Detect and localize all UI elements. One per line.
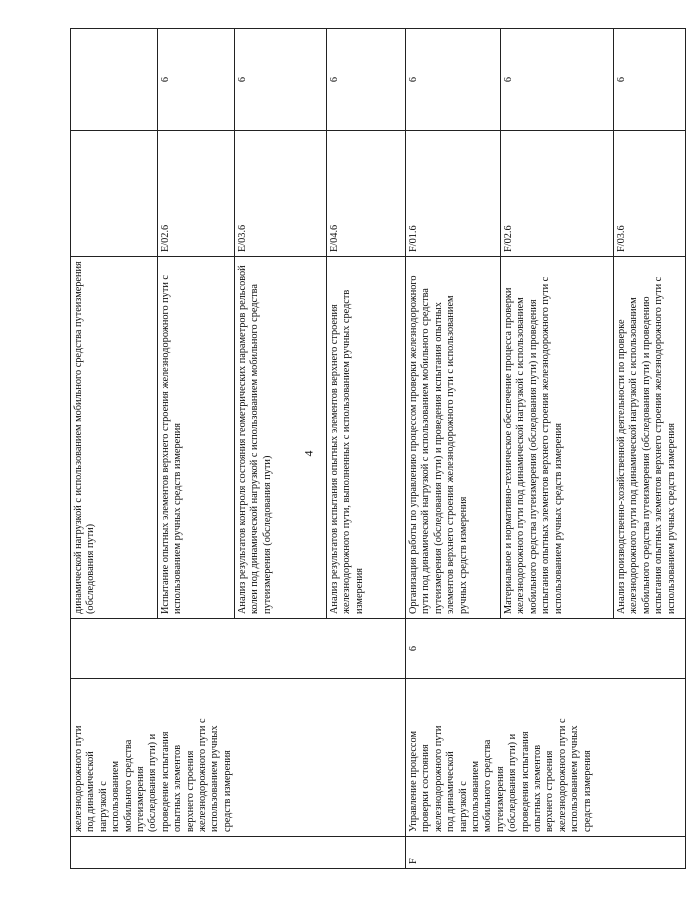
labor-function-code-cell: E/03.6	[235, 131, 327, 257]
labor-function-level-cell: 6	[501, 29, 614, 131]
labor-function-level-cell	[71, 29, 158, 131]
labor-function-code-cell: F/01.6	[406, 131, 501, 257]
labor-function-cell: Анализ результатов контроля состояния геометрических параметров рельсовой колеи под динамической нагрузкой с использованием мобильного средства путеизмерения (обследования пути)	[235, 257, 327, 619]
labor-function-code-cell: E/04.6	[327, 131, 406, 257]
function-code-cell: F	[406, 837, 686, 869]
labor-function-level-cell: 6	[327, 29, 406, 131]
page-number: 4	[301, 450, 316, 457]
labor-function-cell: Организация работы по управлению процессом проверки железнодорожного пути под динамической нагрузкой с использованием мобильного средства путеизмерения (обследования пути) и проведения испытания опытных элементов верхнего строения железнодорожного пути с использованием ручных средств измерения	[406, 257, 501, 619]
labor-function-level-cell: 6	[158, 29, 235, 131]
labor-function-code-cell: F/03.6	[614, 131, 686, 257]
labor-function-level-cell: 6	[406, 29, 501, 131]
function-code-cell	[71, 837, 406, 869]
labor-function-cell: динамической нагрузкой с использованием мобильного средства путеизмерения (обследования пути)	[71, 257, 158, 619]
labor-function-code-cell: E/02.6	[158, 131, 235, 257]
qualification-level-cell: 6	[406, 619, 686, 679]
function-name-cell: Управление процессом проверки состояния железнодорожного пути под динамической нагрузкой с использованием мобильного средства путеизмерения (обследования пути) и проведения испытания опытных элементов верхнего строения железнодорожного пути с использованием ручных средств измерения	[406, 679, 686, 837]
labor-function-level-cell: 6	[235, 29, 327, 131]
table-row	[71, 29, 158, 869]
labor-function-code-cell	[71, 131, 158, 257]
labor-function-cell: Анализ результатов испытания опытных элементов верхнего строения железнодорожного пути, выполненных с использованием ручных средств измерения	[327, 257, 406, 619]
function-name-cell: железнодорожного пути под динамической нагрузкой с использованием мобильного средства путеизмерения (обследования пути) и проведение испытания опытных элементов верхнего строения железнодорожного пути с использованием ручных средств измерения	[71, 679, 406, 837]
labor-function-cell: Испытание опытных элементов верхнего строения железнодорожного пути с использованием ручных средств измерения	[158, 257, 235, 619]
labor-function-cell: Материальное и нормативно-техническое обеспечение процесса проверки железнодорожного пути под динамической нагрузкой с использованием мобильного средства путеизмерения (обследования пути) и проведения испытания опытных элементов верхнего строения железнодорожного пути с использованием ручных средств измерения	[501, 257, 614, 619]
table-row	[406, 29, 501, 869]
labor-function-code-cell: F/02.6	[501, 131, 614, 257]
labor-function-cell: Анализ производственно-хозяйственной деятельности по проверке железнодорожного пути под динамической нагрузкой с использованием мобильного средства путеизмерения (обследования пути) и проведению испытания опытных элементов верхнего строения железнодорожного пути с использованием ручных средств измерения	[614, 257, 686, 619]
rotated-table-container	[70, 29, 677, 869]
labor-function-level-cell: 6	[614, 29, 686, 131]
functions-table	[70, 28, 686, 869]
qualification-level-cell	[71, 619, 406, 679]
